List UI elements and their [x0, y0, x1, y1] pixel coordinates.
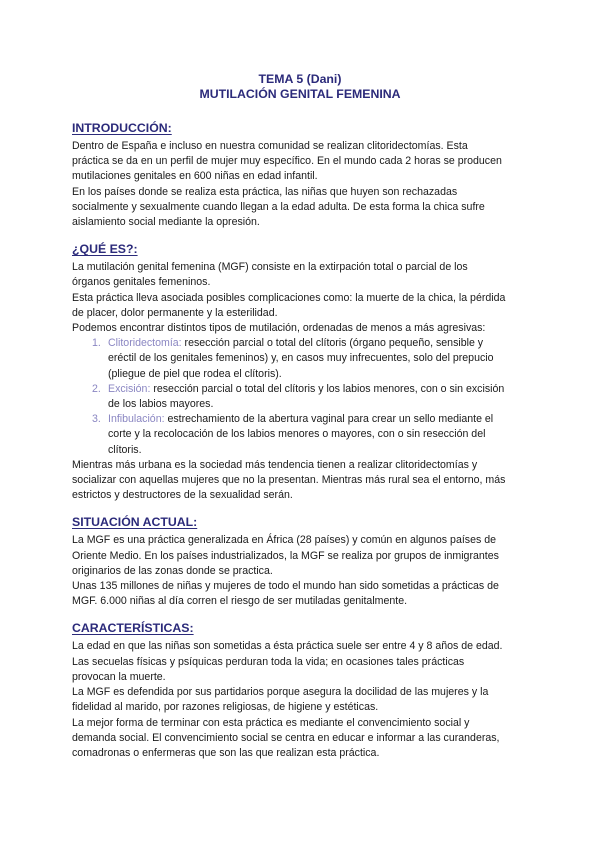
paragraph-line: aislamiento social mediante la opresión.: [72, 216, 260, 229]
paragraph-line: Esta práctica lleva asociada posibles complicaciones como: la muerte de la chica, la pérdida: [72, 291, 506, 304]
list-text: de los labios mayores.: [108, 398, 214, 411]
list-term: Infibulación:: [108, 413, 165, 426]
paragraph-line: La MGF es una práctica generalizada en África (28 países) y común en algunos países de: [72, 534, 496, 547]
list-item: [72, 382, 528, 412]
list-text: resección parcial o total del clítoris y los labios menores, con o sin excisión: [150, 382, 505, 395]
list-number: 3.: [92, 413, 101, 426]
list-term: Clitoridectomía:: [108, 337, 182, 350]
paragraph-line: Dentro de España e incluso en nuestra comunidad se realizan clitoridectomías. Esta: [72, 140, 468, 152]
list-text: eréctil de los genitales femeninos) y, en casos muy infrecuentes, solo del prepucio: [108, 352, 494, 365]
paragraph-line: fidelidad al marido, por razones religiosas, de higiene y estéticas.: [72, 701, 379, 714]
paragraph-line: de placer, dolor permanente y la esterilidad.: [72, 306, 278, 319]
paragraph-line: En los países donde se realiza esta práctica, las niñas que huyen son rechazadas: [72, 185, 458, 198]
document-title: TEMA 5 (Dani): [258, 72, 342, 86]
section-heading-situacion-actual: SITUACIÓN ACTUAL:: [72, 515, 198, 530]
list-text: clítoris.: [108, 443, 142, 456]
list-text: (pliegue de piel que rodea el clítoris).: [108, 367, 282, 380]
paragraph-line: órganos genitales femeninos.: [72, 276, 211, 289]
paragraph-line: práctica se da en un perfil de mujer muy específico. En el mundo cada 2 horas se producen: [72, 155, 502, 168]
list-text: estrechamiento de la abertura vaginal para crear un sello mediante el: [164, 413, 494, 426]
list-text: resección parcial o total del clítoris (órgano pequeño, sensible y: [181, 337, 484, 350]
mutilation-types-list: [72, 336, 528, 458]
paragraph-line: Podemos encontrar distintos tipos de mutilación, ordenadas de menos a más agresivas:: [72, 322, 486, 335]
paragraph-line: comadronas o enfermeras que son las que realizan esta práctica.: [72, 746, 380, 759]
paragraph-line: Mientras más urbana es la sociedad más tendencia tienen a realizar clitoridectomías y: [72, 458, 478, 471]
paragraph-line: Las secuelas físicas y psíquicas perduran toda la vida; en ocasiones tales prácticas: [72, 655, 465, 668]
list-term: Excisión:: [108, 382, 151, 395]
document-subtitle: MUTILACIÓN GENITAL FEMENINA: [199, 87, 401, 101]
list-number: 2.: [92, 382, 101, 395]
paragraph-line: Unas 135 millones de niñas y mujeres de todo el mundo han sido sometidas a prácticas de: [72, 580, 499, 593]
paragraph-line: demanda social. El convencimiento social se centra en educar e informar a las curanderas,: [72, 731, 500, 744]
section-situacion-actual: [72, 515, 528, 609]
section-caracteristicas: [72, 621, 528, 761]
paragraph-line: La edad en que las niñas son sometidas a ésta práctica suele ser entre 4 y 8 años de edad.: [72, 640, 503, 653]
paragraph-line: La mejor forma de terminar con esta práctica es mediante el convencimiento social y: [72, 716, 470, 729]
paragraph-line: mutilaciones genitales en 600 niñas en edad infantil.: [72, 170, 318, 183]
paragraph-line: La mutilación genital femenina (MGF) consiste en la extirpación total o parcial de los: [72, 261, 468, 274]
section-que-es: [72, 242, 528, 503]
paragraph-line: socialmente y sexualmente cuando llegan a la edad adulta. De esta forma la chica sufre: [72, 200, 485, 213]
paragraph-line: provocan la muerte.: [72, 670, 166, 683]
paragraph-line: Oriente Medio. En los países industrializados, la MGF se realiza por grupos de inmigrantes: [72, 549, 499, 562]
paragraph-line: La MGF es defendida por sus partidarios porque asegura la docilidad de las mujeres y la: [72, 686, 489, 699]
section-heading-que-es: ¿QUÉ ES?:: [72, 242, 138, 257]
paragraph-line: originarios de las zonas donde se practica.: [72, 564, 273, 577]
section-heading-introduccion: INTRODUCCIÓN:: [72, 121, 172, 135]
list-item: [72, 336, 528, 382]
list-number: 1.: [92, 337, 101, 350]
list-item: [72, 412, 528, 458]
list-text: corte y la recolocación de los labios menores o mayores, con o sin resección del: [108, 428, 486, 441]
paragraph-line: estrictos y destructores de la sexualidad serán.: [72, 489, 293, 502]
section-introduccion: [72, 121, 528, 230]
section-heading-caracteristicas: CARACTERÍSTICAS:: [72, 621, 194, 636]
paragraph-line: MGF. 6.000 niñas al día corren el riesgo de ser mutiladas genitalmente.: [72, 595, 408, 608]
paragraph-line: socializar con aquellas mujeres que no la presentan. Mientras más rural sea el entorno, más: [72, 474, 506, 487]
